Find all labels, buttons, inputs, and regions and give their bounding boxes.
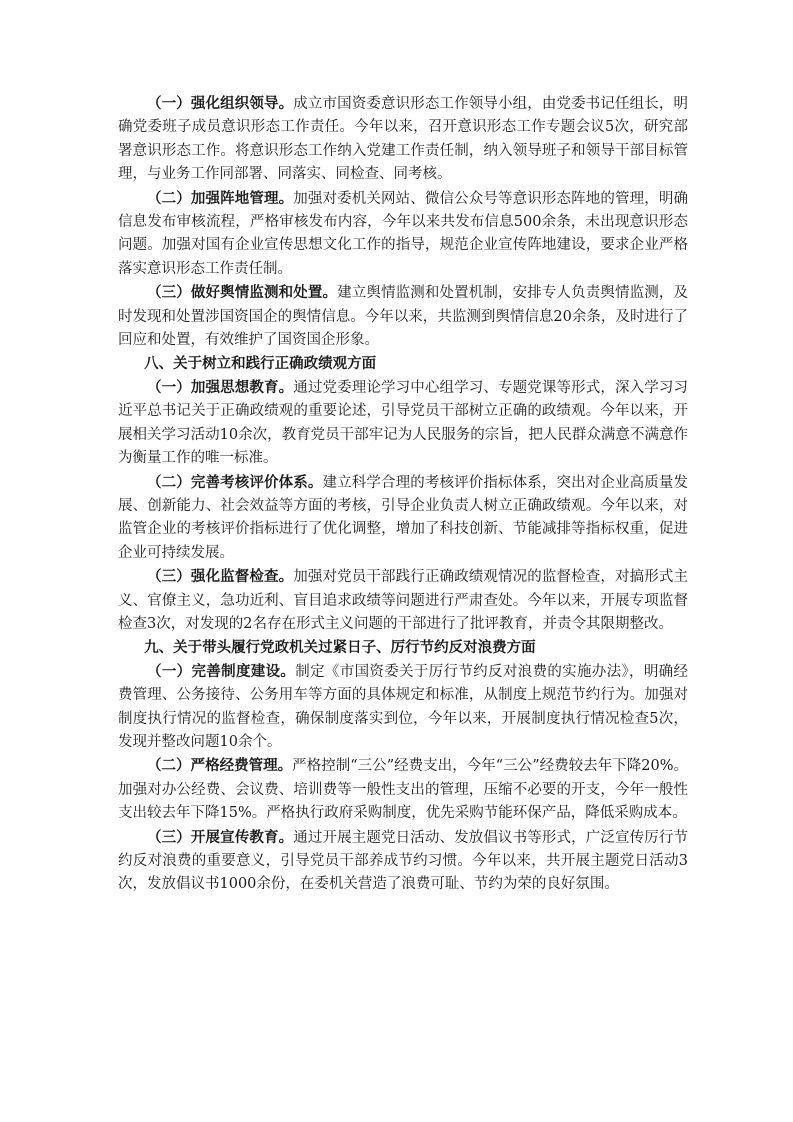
paragraph-lead: （三）做好舆情监测和处置。 xyxy=(147,284,338,302)
paragraph-body: 加强对党员干部践行正确政绩观情况的监督检查，对搞形式主义、官僚主义，急功近利、盲目追求政绩等问题进行严肃查处。今年以来，开展专项监督检查3次，对发现的2名存在形式主义问题的干部进行了批评教育，并责令其限期整改。 xyxy=(118,569,688,632)
paragraph-body: 通过党委理论学习中心组学习、专题党课等形式，深入学习习近平总书记关于正确政绩观的重要论述，引导党员干部树立正确的政绩观。今年以来，开展相关学习活动10余次，教育党员干部牢记为人民服务的宗旨，把人民群众满意不满意作为衡量工作的唯一标准。 xyxy=(118,379,688,467)
paragraph-public-opinion-monitoring xyxy=(118,281,688,352)
paragraph-lead: （二）完善考核评价体系。 xyxy=(147,473,323,491)
paragraph-body: 建立舆情监测和处置机制，安排专人负责舆情监测，及时发现和处置涉国资国企的舆情信息。今年以来，共监测到舆情信息20余条，及时进行了回应和处置，有效维护了国资国企形象。 xyxy=(118,285,688,349)
paragraph-system-building xyxy=(118,660,688,755)
paragraph-body: 制定《市国资委关于厉行节约反对浪费的实施办法》，明确经费管理、公务接待、公务用车等方面的具体规定和标准，从制度上规范节约行为。加强对制度执行情况的监督检查，确保制度落实到位，今年以来，开展制度执行情况检查5次，发现并整改问题10余个。 xyxy=(118,663,688,750)
paragraph-body: 加强对委机关网站、微信公众号等意识形态阵地的管理，明确信息发布审核流程，严格审核发布内容，今年以来共发布信息500余条，未出现意识形态问题。加强对国有企业宣传思想文化工作的指导，规范企业宣传阵地建设，要求企业严格落实意识形态工作责任制。 xyxy=(118,190,688,277)
section-heading-8: 八、关于树立和践行正确政绩观方面 xyxy=(144,355,377,373)
paragraph-lead: （一）强化组织领导。 xyxy=(147,95,294,112)
paragraph-supervision-inspection xyxy=(118,565,688,636)
section-heading-9: 九、关于带头履行党政机关过紧日子、厉行节约反对浪费方面 xyxy=(144,639,536,657)
paragraph-body: 严格控制“三公”经费支出，今年“三公”经费较去年下降20%。加强对办公经费、会议费、培训费等一般性支出的管理，压缩不必要的开支，今年一般性支出较去年下降15%。严格执行政府采购制度，优先采购节能环保产品，降低采购成本。 xyxy=(118,758,688,822)
paragraph-lead: （三）开展宣传教育。 xyxy=(147,828,294,846)
paragraph-evaluation-system xyxy=(118,471,688,566)
paragraph-lead: （一）完善制度建设。 xyxy=(147,662,296,680)
paragraph-body: 通过开展主题党日活动、发放倡议书等形式，广泛宣传厉行节约反对浪费的重要意义，引导党员干部养成节约习惯。今年以来，共开展主题党日活动3次，发放倡议书1000余份，在委机关营造了浪费可耻、节约为荣的良好氛围。 xyxy=(118,829,688,893)
paragraph-strengthen-organizational-leadership xyxy=(118,92,688,187)
paragraph-ideological-education xyxy=(118,376,688,471)
paragraph-expense-management xyxy=(118,754,688,825)
paragraph-lead: （一）加强思想教育。 xyxy=(147,378,294,396)
paragraph-body: 建立科学合理的考核评价指标体系，突出对企业高质量发展、创新能力、社会效益等方面的考核，引导企业负责人树立正确政绩观。今年以来，对监管企业的考核评价指标进行了优化调整，增加了科技创新、节能减排等指标权重，促进企业可持续发展。 xyxy=(118,474,688,561)
document-body xyxy=(118,92,688,897)
paragraph-publicity-education xyxy=(118,826,688,897)
paragraph-lead: （二）严格经费管理。 xyxy=(147,757,293,775)
paragraph-strengthen-position-management xyxy=(118,187,688,282)
paragraph-body: 成立市国资委意识形态工作领导小组，由党委书记任组长，明确党委班子成员意识形态工作责任。今年以来，召开意识形态工作专题会议5次，研究部署意识形态工作。将意识形态工作纳入党建工作责任制，纳入领导班子和领导干部目标管理，与业务工作同部署、同落实、同检查、同考核。 xyxy=(118,96,688,183)
paragraph-lead: （三）强化监督检查。 xyxy=(147,568,294,586)
paragraph-lead: （二）加强阵地管理。 xyxy=(147,189,294,207)
